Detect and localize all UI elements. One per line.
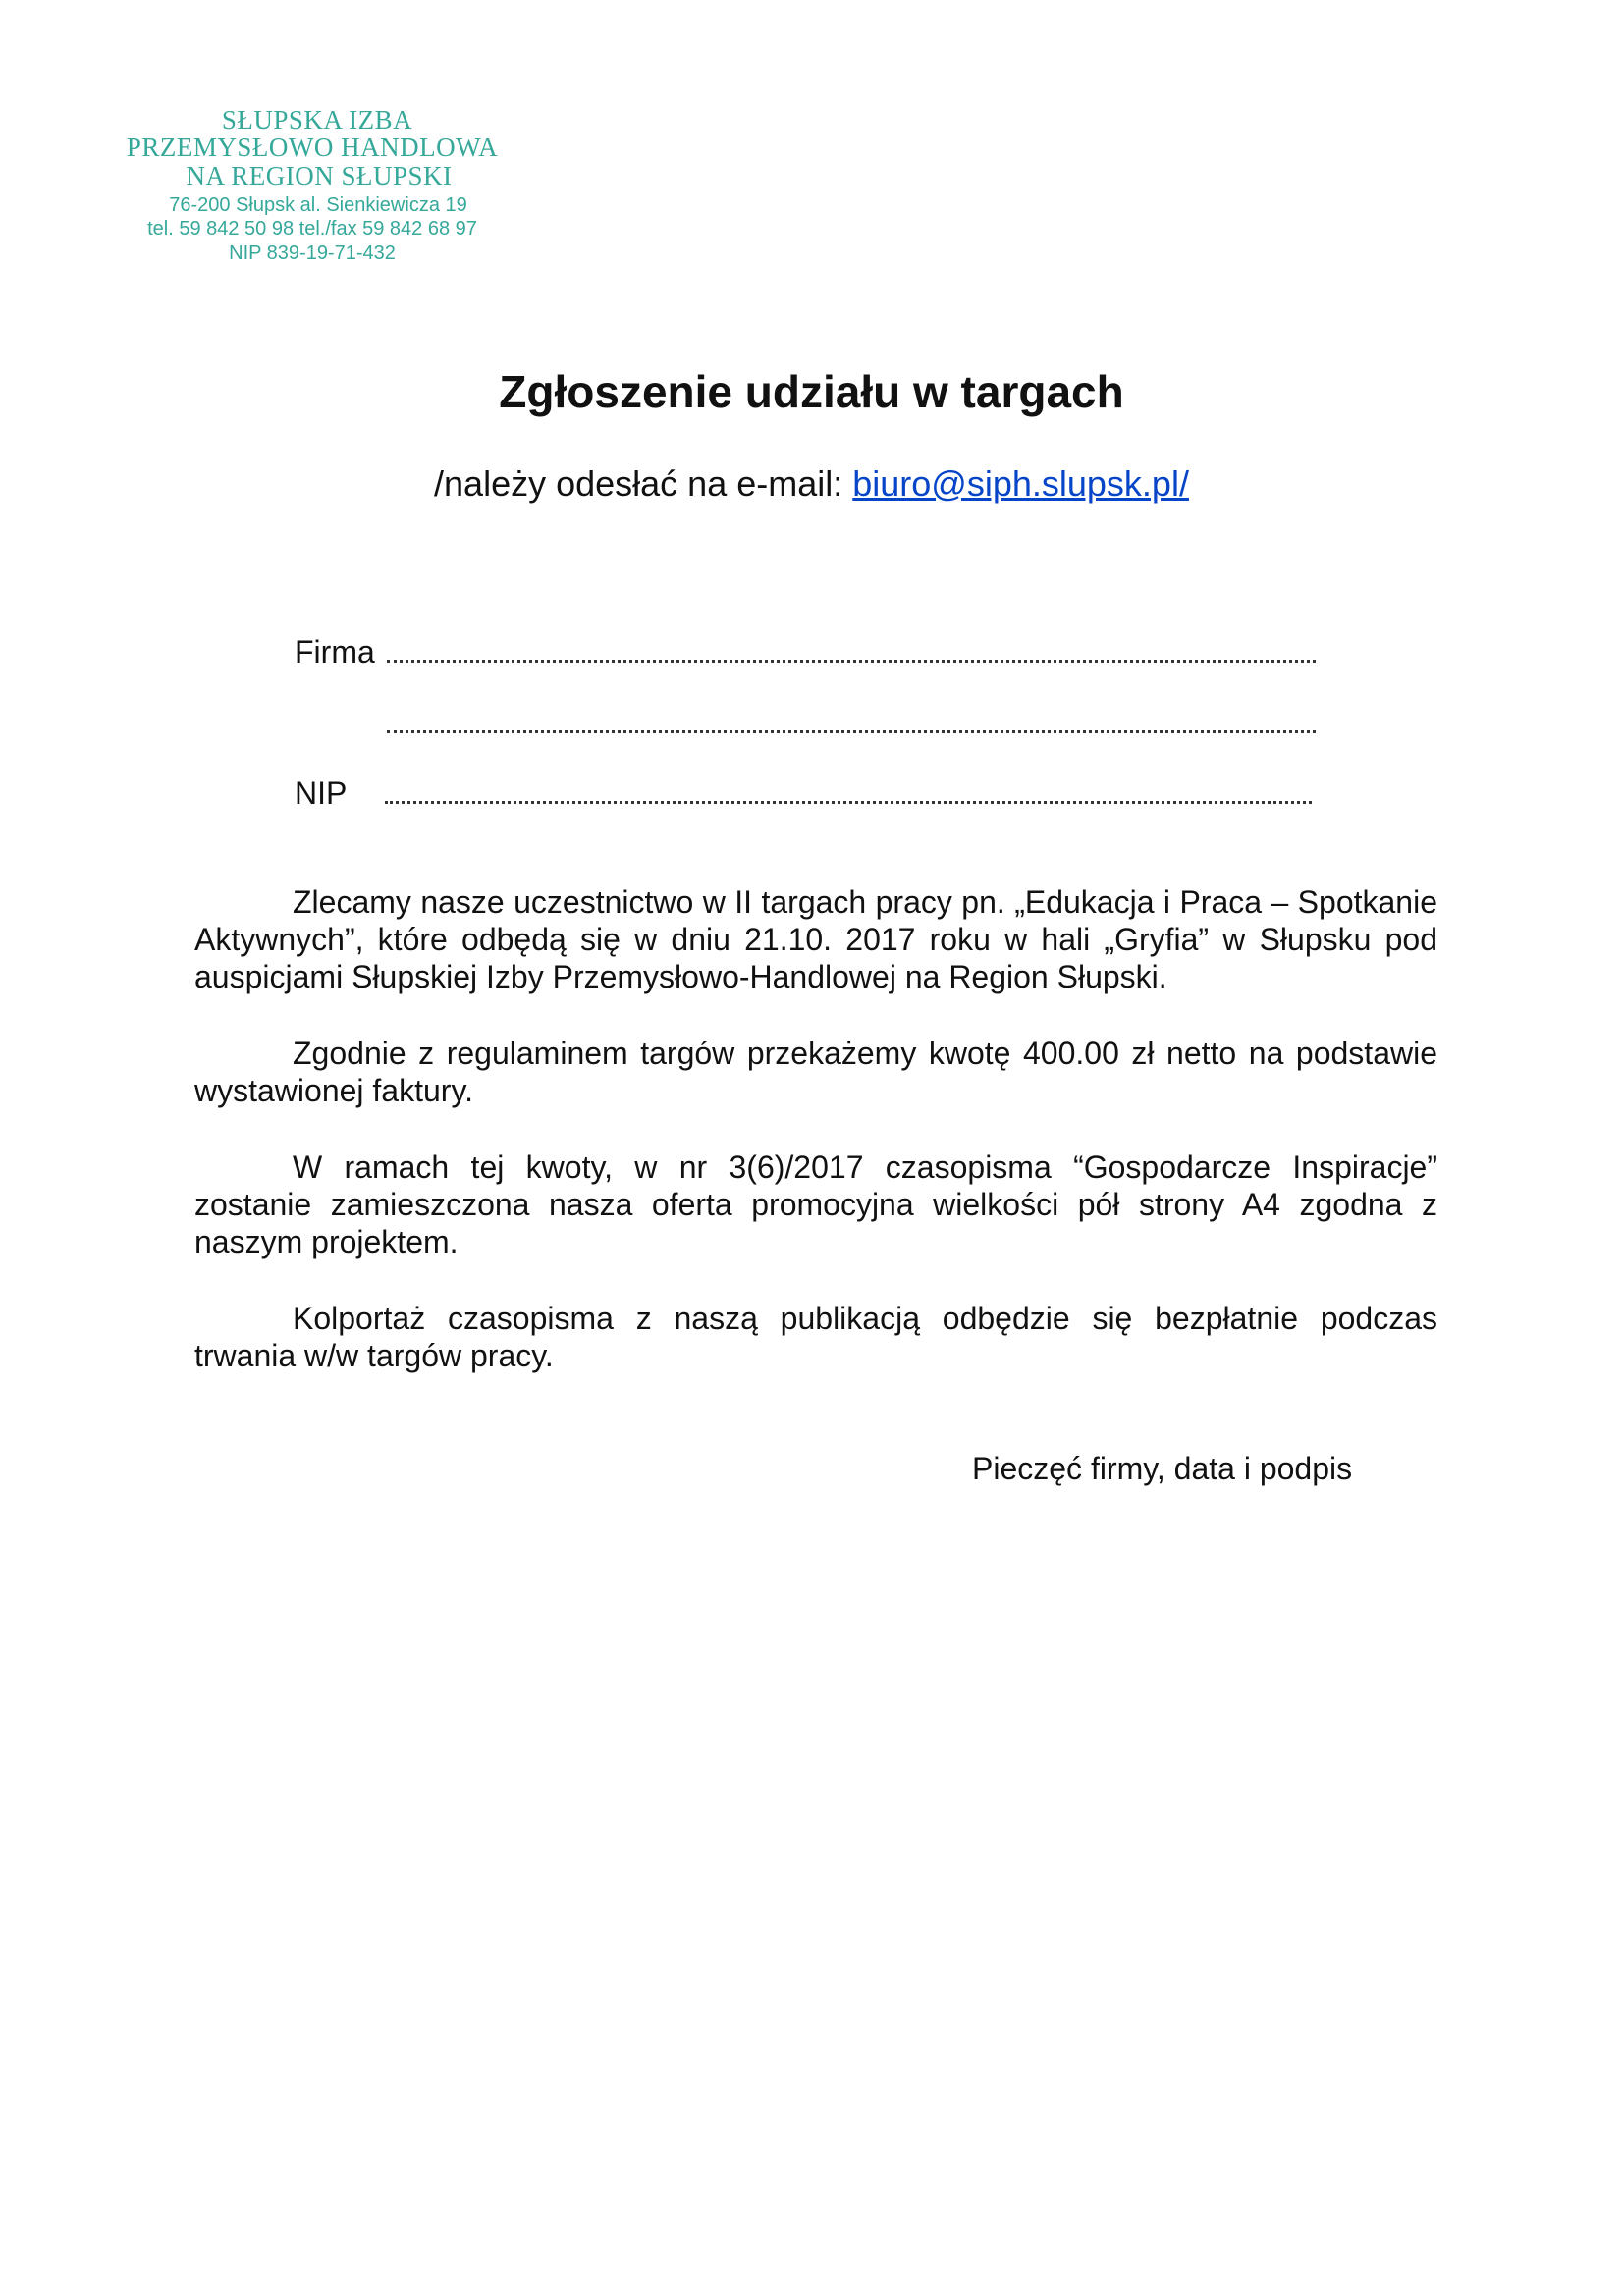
nip-row: [295, 775, 383, 812]
email-link[interactable]: biuro@siph.slupsk.pl/: [852, 463, 1189, 504]
page-title: Zgłoszenie udziału w targach: [499, 366, 1124, 417]
nip-dotted-line[interactable]: [385, 801, 1312, 804]
paragraph-payment: [194, 1035, 1437, 1109]
stamp-line-2: PRZEMYSŁOWO HANDLOWA: [126, 133, 499, 163]
stamp-phone: tel. 59 842 50 98 tel./fax 59 842 68 97: [147, 218, 477, 240]
paragraph-participation: [194, 883, 1437, 995]
subtitle-prefix: /należy odesłać na e-mail:: [434, 463, 853, 504]
paragraph-promotion: [194, 1148, 1437, 1260]
firma-dotted-line-2[interactable]: [387, 730, 1316, 733]
company-stamp: [116, 106, 509, 265]
paragraph-distribution-text: Kolportaż czasopisma z naszą publikacją odbędzie się bezpłatnie podczas trwania w/w targów pracy.: [194, 1301, 1437, 1373]
stamp-line-3: NA REGION SŁUPSKI: [186, 160, 453, 190]
firma-dotted-line[interactable]: [387, 660, 1316, 663]
stamp-line-1: SŁUPSKA IZBA: [221, 105, 413, 134]
nip-label: NIP: [295, 775, 348, 811]
firma-row: [295, 634, 383, 670]
paragraph-promotion-text: W ramach tej kwoty, w nr 3(6)/2017 czasopisma “Gospodarcze Inspiracje” zostanie zamieszczona nasza oferta promocyjna wielkości pół strony A4 zgodna z naszym projektem.: [194, 1149, 1437, 1259]
paragraph-participation-text: Zlecamy nasze uczestnictwo w II targach pracy pn. „Edukacja i Praca – Spotkanie Aktywnych”, które odbędą się w dniu 21.10. 2017 roku w hali „Gryfia” w Słupsku pod auspicjami Słupskiej Izby Przemysłowo-Handlowej na Region Słupski.: [194, 884, 1437, 994]
paragraph-payment-text: Zgodnie z regulaminem targów przekażemy kwotę 400.00 zł netto na podstawie wystawionej faktury.: [194, 1036, 1437, 1108]
stamp-address: 76-200 Słupsk al. Sienkiewicza 19: [169, 194, 467, 217]
firma-label: Firma: [295, 634, 375, 669]
signature-label: Pieczęć firmy, data i podpis: [972, 1451, 1353, 1486]
page-subtitle: [0, 463, 1623, 505]
stamp-nip: NIP 839-19-71-432: [229, 241, 396, 264]
paragraph-distribution: [194, 1300, 1437, 1374]
